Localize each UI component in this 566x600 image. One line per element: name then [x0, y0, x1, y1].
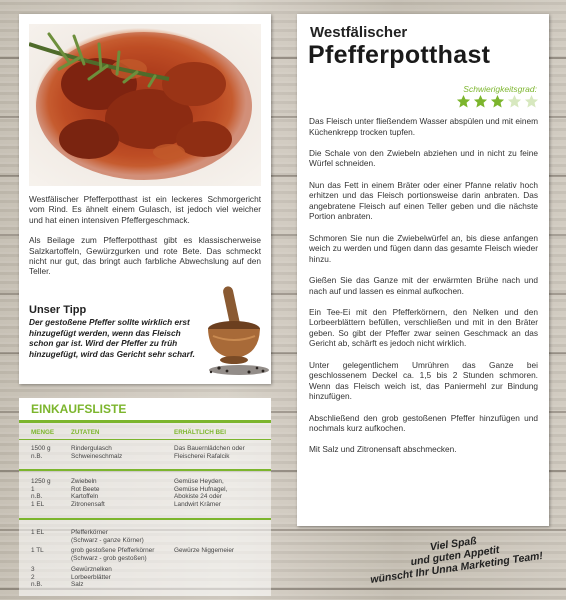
star-empty-icon	[507, 94, 522, 109]
title-underline	[19, 420, 271, 423]
difficulty-label: Schwierigkeitsgrad:	[463, 84, 537, 94]
closing-message: Viel Spaß und guten Appetit wünscht Ihr Unna Marketing Team!	[369, 534, 544, 586]
recipe-step: Abschließend den grob gestoßenen Pfeffer hinzufügen und nochmals kurz aufkochen.	[309, 412, 538, 434]
header-where: ERHÄLTLICH BEI	[174, 429, 227, 436]
intro-paragraph-1: Westfälischer Pfefferpotthast ist ein leckeres Schmorgericht vom Rind. Es ähnelt einem Gulasch, ist jedoch viel weicher und hat einen intensiven Pfeffergeschmack.	[29, 194, 261, 225]
mortar-image	[199, 284, 271, 379]
recipe-step: Schmoren Sie nun die Zwiebelwürfel an, bis diese anfangen weich zu werden und fügen dann das gesamte Fleisch wieder hinzu.	[309, 232, 538, 264]
recipe-step: Mit Salz und Zitronensaft abschmecken.	[309, 444, 457, 455]
header-qty: MENGE	[31, 429, 55, 436]
star-empty-icon	[524, 94, 539, 109]
shopping-list: EINKAUFSLISTE MENGE ZUTATEN ERHÄLTLICH BEI 1500 g n.B. Rindergulasch Schweineschmalz Das Bauernlädchen oder Fleischerei Rafalcik 1250 g 1 n.B. 1 EL Zwiebeln Rot Beete Kartoffeln Zitronensaft Gemüse Heyden, Gemüse Hufnagel, Abokiste 24 oder Landwirt Krämer 1 EL Pfefferkörner (Schwarz - ganze Körner) 1 TL grob gestoßene Pfefferkörner (Schwarz - grob gestoßen) Gewürze Niggemeier 3 2 n.B. Gewürznelken Lorbeerblätter Salz	[19, 398, 271, 596]
recipe-step: Das Fleisch unter fließendem Wasser abspülen und mit einem Küchenkrepp trocken tupfen.	[309, 116, 538, 137]
star-filled-icon	[473, 94, 488, 109]
dish-photo	[29, 24, 261, 186]
header-divider	[19, 439, 271, 440]
intro-text	[29, 194, 261, 287]
intro-card	[19, 14, 271, 384]
group-divider	[19, 518, 271, 520]
recipe-steps	[309, 116, 538, 466]
recipe-title: Pfefferpotthast	[308, 41, 491, 69]
difficulty-rating	[456, 94, 539, 109]
recipe-card	[297, 14, 549, 526]
tip-text: Der gestoßene Pfeffer sollte wirklich erst hinzugefügt werden, wenn das Fleisch schon gar ist. Wird der Pfeffer zu früh hinzugefügt, wird das Gericht sehr scharf.	[29, 317, 195, 359]
recipe-step: Nun das Fett in einem Bräter oder einer Pfanne relativ hoch erhitzen und das Fleisch portionsweise darin anbraten. Das angebratene Fleisch auf einen Teller geben und die nächste Portion anbraten.	[309, 179, 538, 222]
tip-heading: Unser Tipp	[29, 304, 87, 316]
group-divider	[19, 469, 271, 471]
header-ingredients: ZUTATEN	[71, 429, 100, 436]
recipe-step: Gießen Sie das Ganze mit der erwärmten Brühe nach und nach auf und lassen es einmal aufkochen.	[309, 274, 538, 296]
star-filled-icon	[456, 94, 471, 109]
recipe-step: Unter gelegentlichem Umrühren das Ganze bei geschlossenem Deckel ca. 1,5 bis 2 Stunden schmoren. Wenn das Fleisch weich ist, das Paniermehl zur Bindung hinzufügen.	[309, 359, 538, 402]
star-filled-icon	[490, 94, 505, 109]
shopping-list-title: EINKAUFSLISTE	[19, 398, 271, 420]
recipe-title-line1: Westfälischer	[310, 24, 408, 41]
intro-paragraph-2: Als Beilage zum Pfefferpotthast gibt es klassischerweise Salzkartoffeln, Gewürzgurken und rote Bete. Das schmeckt nicht nur gut, das bringt auch farbliche Abwechslung auf den Teller.	[29, 235, 261, 277]
recipe-step: Ein Tee-Ei mit den Pfefferkörnern, den Nelken und den Lorbeerblättern befüllen, verschließen und mit in den Bräter geben. So gibt der Pfeffer zwar seinen Geschmack an das Gericht ab, schärft es jedoch nicht wirklich.	[309, 306, 538, 349]
recipe-step: Die Schale von den Zwiebeln abziehen und in nicht zu feine Würfel schneiden.	[309, 147, 538, 169]
